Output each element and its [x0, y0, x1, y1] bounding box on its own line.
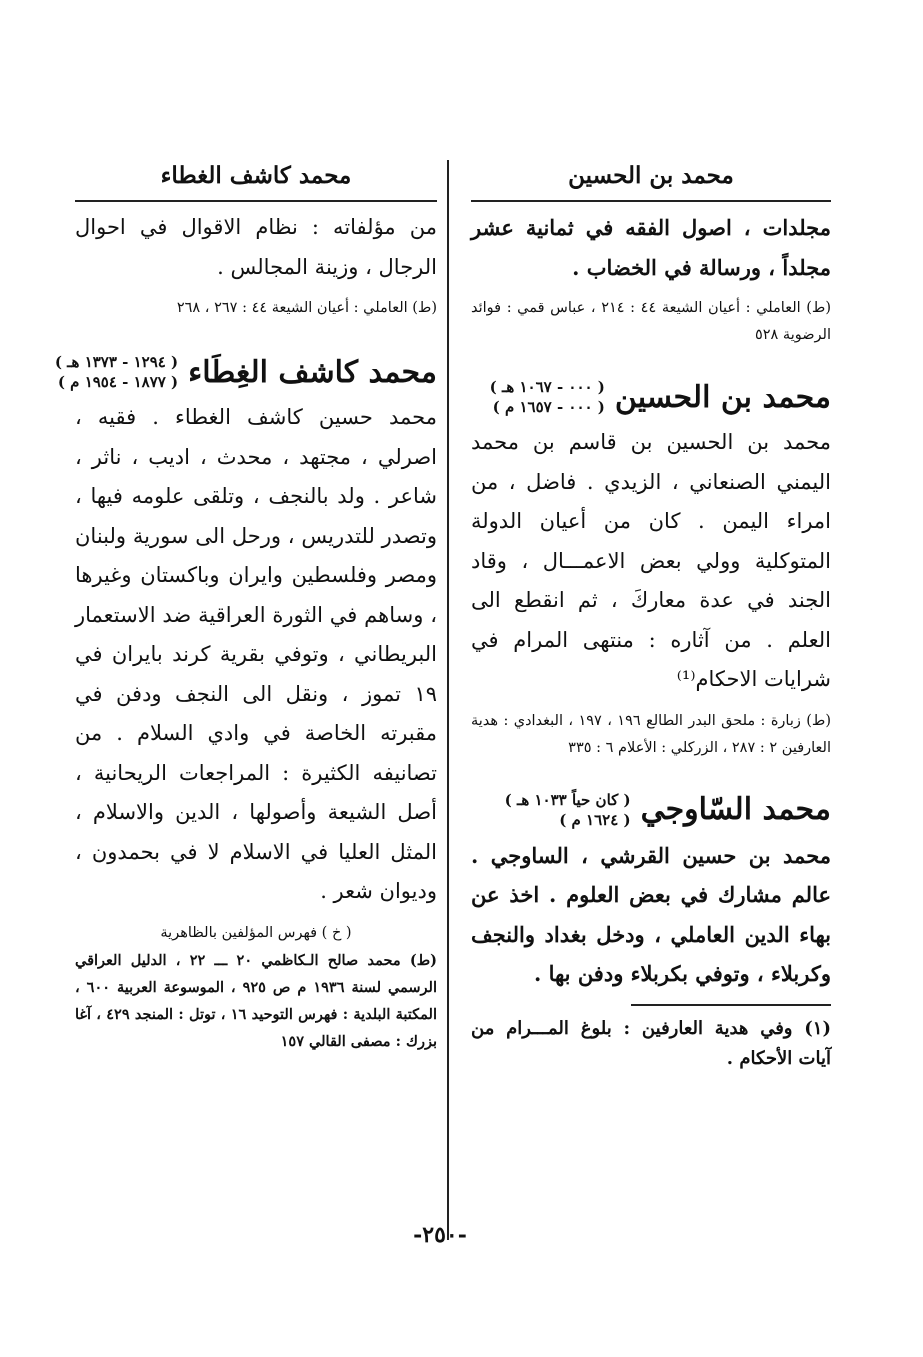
- entry-refs: (ط) محمد صالح الـكاظمي ٢٠ ـــ ٢٢ ، الدليل العراقي الرسمي لسنة ١٩٣٦ م ص ٩٢٥ ، الموسوعة العربية ٦٠٠ ، المكتبة البلدية : فهرس التوحيد ١٦ ، توتل : المنجد ٤٢٩ ، آغا بزرك : مصفى القالي ١٥٧: [75, 951, 438, 1050]
- entry-heading: [54, 352, 437, 392]
- entry-dates: [55, 352, 178, 392]
- running-head-right: محمد بن الحسين: [568, 162, 734, 189]
- entry-dates: [505, 790, 631, 830]
- entry-name: محمد السّاوجي: [640, 792, 831, 827]
- running-head-left: محمد كاشف الغطاء: [160, 162, 352, 189]
- header-rule-right: [471, 200, 831, 202]
- entry-body: محمد بن الحسين بن قاسم بن محمد اليمني الصنعاني ، الزيدي . فاضل ، من امراء اليمن . كان من أعيان الدولة المتوكلية وولي بعض الاعمـــال ، وقاد الجند في عدة معاركَ ، ثم انقطع الى العلم . من آثاره : منتهى المرام في شرايات الاحكام⁽¹⁾: [471, 430, 831, 691]
- left-continuation-text: من مؤلفاته : نظام الاقوال في احوال الرجال ، وزينة المجالس .: [75, 215, 437, 279]
- left-continuation-refs: (ط) العاملي : أعيان الشيعة ٤٤ : ٢٦٧ ، ٢٦٨: [176, 300, 437, 316]
- entry-body: محمد بن حسين القرشي ، الساوجي . عالم مشارك في بعض العلوم . اخذ عن بهاء الدين العاملي ، ودخل بغداد والنجف وكربلاء ، وتوفي بكربلاء ودفن بها .: [471, 842, 831, 986]
- dates-hijri: ( ٠٠٠ - ١٠٦٧ هـ ): [489, 378, 605, 396]
- dates-gregorian: ( ٠٠٠ - ١٦٥٧ م ): [492, 398, 605, 416]
- dates-gregorian: ( ١٨٧٧ - ١٩٥٤ م ): [57, 373, 179, 391]
- right-continuation-text: مجلدات ، اصول الفقه في ثمانية عشر مجلداً ، ورسالة في الخضاب .: [471, 215, 831, 280]
- page-number: -٢٥٠-: [413, 1222, 467, 1248]
- right-column: [471, 208, 831, 1074]
- footnote-rule: [631, 1004, 831, 1006]
- entry-ref-manuscripts: ( خ ) فهرس المؤلفين بالظاهرية: [160, 924, 352, 941]
- entry-dates: [490, 377, 605, 417]
- entry-name: محمد بن الحسين: [614, 379, 831, 415]
- entry-refs: (ط) زبارة : ملحق البدر الطالع ١٩٦ ، ١٩٧ ، البغدادي : هدية العارفين ٢ : ٢٨٧ ، الزركلي : الأعلام ٦ : ٣٣٥: [471, 712, 831, 756]
- column-divider: [447, 160, 449, 1240]
- entry-body: محمد حسين كاشف الغطاء . فقيه ، اصرلي ، مجتهد ، محدث ، اديب ، ناثر ، شاعر . ولد بالنجف ، وتلقى علومه فيها ، وتصدر للتدريس ، ورحل الى سورية ولبنان ومصر وفلسطين وايران وباكستان وغيرها ، وساهم في الثورة العراقية ضد الاستعمار البريطاني ، وتوفي بقرية كرند بايران في ١٩ تموز ، ونقل الى النجف ودفن في مقبرته الخاصة في وادي السلام . من تصانيفه الكثيرة : المراجعات الريحانية ، أصل الشيعة وأصولها ، الدين والاسلام ، المثل العليا في الاسلام لا في بحمدون ، وديوان شعر .: [75, 405, 437, 903]
- dates-gregorian: ( ١٦٢٤ م ): [559, 810, 631, 829]
- footnote: (١) وفي هدية العارفين : بلوغ المـــرام من آيات الأحكام .: [471, 1017, 831, 1069]
- header-rule-left: [75, 200, 437, 202]
- entry-name: محمد كاشف الغِطَاء: [188, 354, 437, 390]
- entry-heading: [471, 377, 831, 417]
- dates-hijri: ( ١٢٩٤ - ١٣٧٣ هـ ): [54, 353, 179, 371]
- entry-heading: [471, 790, 831, 830]
- right-continuation-refs: (ط) العاملي : أعيان الشيعة ٤٤ : ٢١٤ ، عباس قمي : فوائد الرضوية ٥٢٨: [471, 300, 831, 343]
- left-column: [54, 208, 438, 1055]
- dates-hijri: ( كان حياً ١٠٣٣ هـ ): [504, 790, 631, 809]
